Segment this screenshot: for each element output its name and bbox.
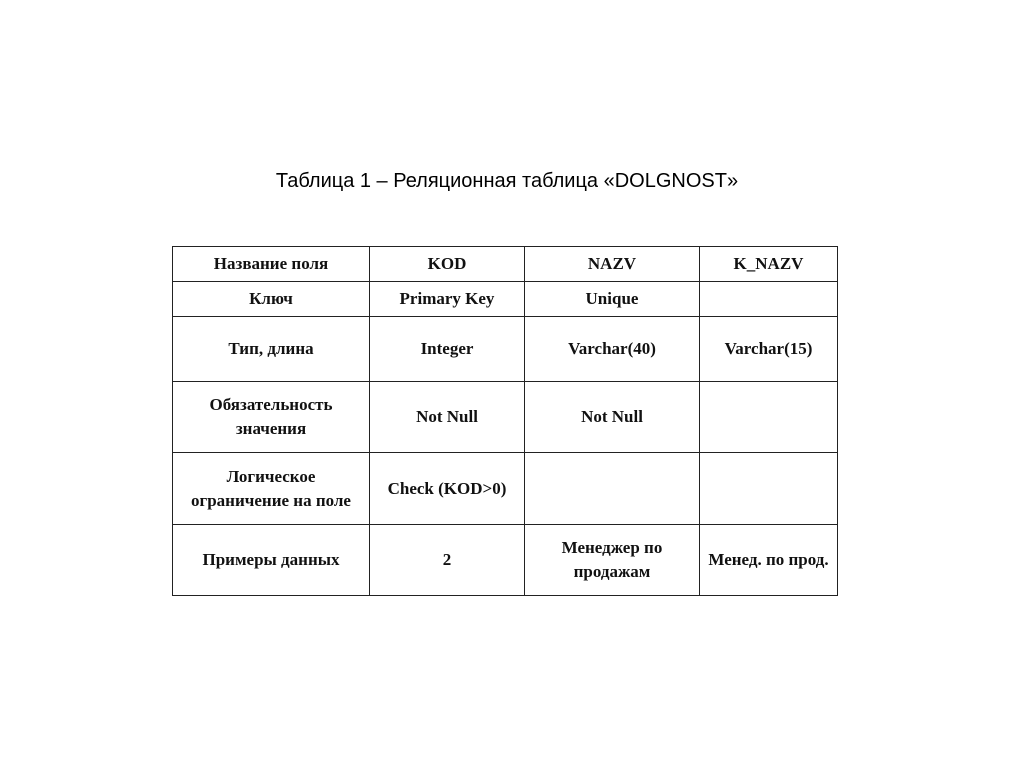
table-row — [173, 317, 838, 382]
table-cell — [700, 382, 838, 453]
table-cell: Varchar(15) — [700, 317, 838, 382]
table-cell: K_NAZV — [700, 247, 838, 282]
table-cell: Менед. по прод. — [700, 525, 838, 596]
table-cell: Менеджер по продажам — [525, 525, 700, 596]
row-header-type-length: Тип, длина — [173, 317, 370, 382]
table-cell — [525, 453, 700, 525]
table-cell: NAZV — [525, 247, 700, 282]
table-cell: Check (KOD>0) — [370, 453, 525, 525]
table-row — [173, 247, 838, 282]
table-cell: Varchar(40) — [525, 317, 700, 382]
table-row — [173, 382, 838, 453]
table-row — [173, 525, 838, 596]
row-header-required: Обязательность значения — [173, 382, 370, 453]
table-cell: Not Null — [370, 382, 525, 453]
table-cell: Unique — [525, 282, 700, 317]
table-caption: Таблица 1 – Реляционная таблица «DOLGNOST» — [275, 170, 739, 192]
table-cell — [700, 282, 838, 317]
row-header-key: Ключ — [173, 282, 370, 317]
row-header-field-name: Название поля — [173, 247, 370, 282]
table-cell: Not Null — [525, 382, 700, 453]
table-cell: KOD — [370, 247, 525, 282]
table-cell — [700, 453, 838, 525]
table-cell: 2 — [370, 525, 525, 596]
row-header-constraint: Логическое ограничение на поле — [173, 453, 370, 525]
table-cell: Primary Key — [370, 282, 525, 317]
row-header-examples: Примеры данных — [173, 525, 370, 596]
table-row — [173, 453, 838, 525]
table-cell: Integer — [370, 317, 525, 382]
table-row — [173, 282, 838, 317]
relation-table — [172, 246, 838, 596]
